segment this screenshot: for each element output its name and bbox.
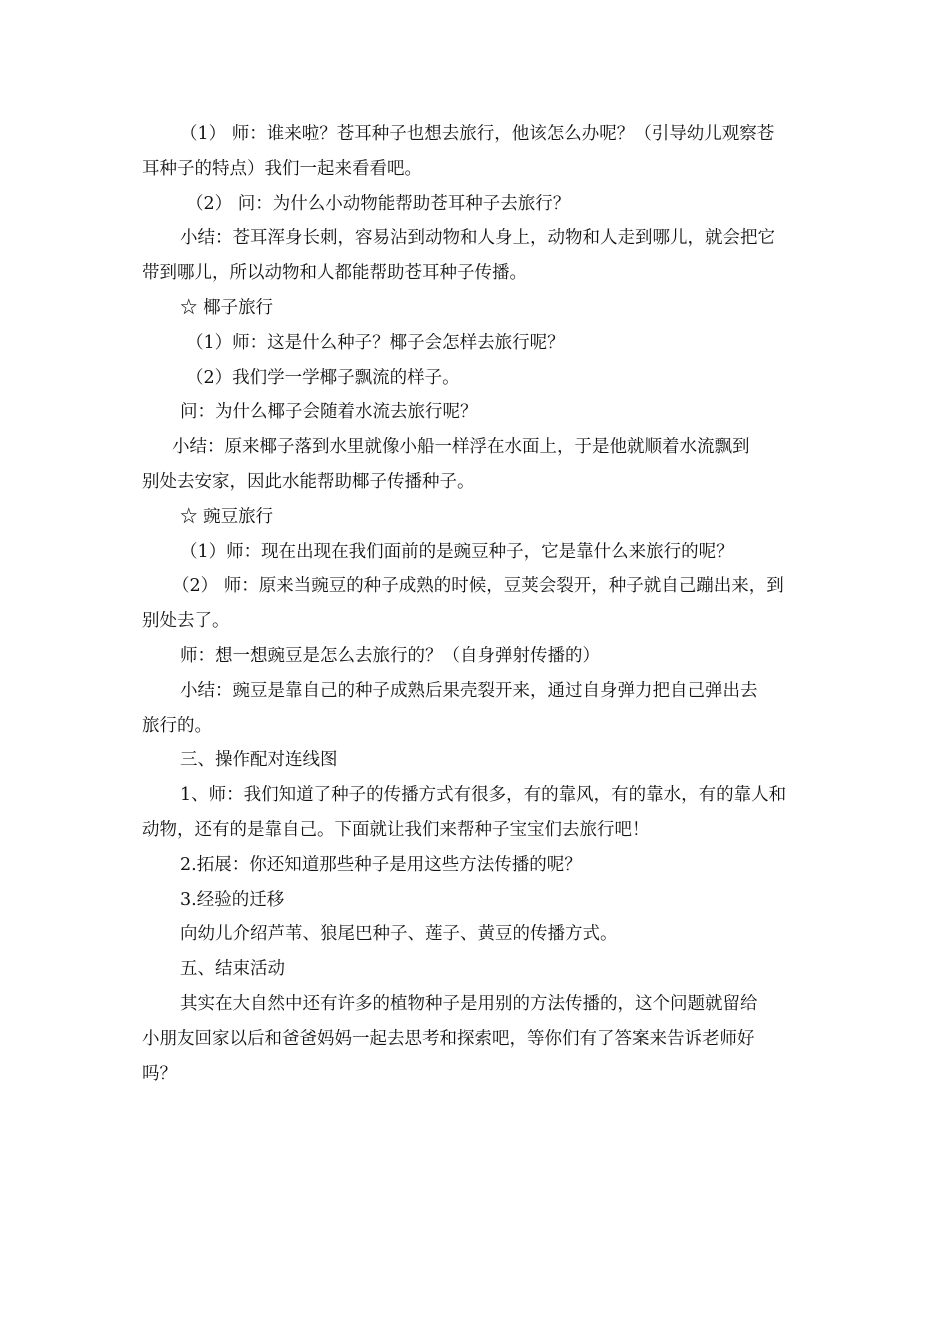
text-line: 三、操作配对连线图 — [180, 750, 338, 771]
paragraph-pea-explanation — [142, 569, 810, 639]
paragraph-extension — [142, 848, 810, 883]
text-line: 吗？ — [142, 1063, 177, 1084]
text-line: ☆ 豌豆旅行 — [180, 506, 274, 527]
text-line: 带到哪儿，所以动物和人都能帮助苍耳种子传播。 — [142, 263, 527, 284]
text-line: 向幼儿介绍芦苇、狼尾巴种子、莲子、黄豆的传播方式。 — [180, 924, 618, 945]
paragraph-coconut-imitate — [142, 361, 810, 396]
paragraph-pea-think — [142, 639, 810, 674]
text-line: 耳种子的特点）我们一起来看看吧。 — [142, 158, 422, 179]
paragraph-matching-teacher — [142, 778, 810, 848]
heading-matching-activity — [142, 743, 810, 778]
text-line: （2） 问：为什么小动物能帮助苍耳种子去旅行？ — [186, 193, 571, 214]
text-line: 师：想一想豌豆是怎么去旅行的？（自身弹射传播的） — [180, 645, 600, 666]
paragraph-coconut-teacher — [142, 326, 810, 361]
heading-coconut-travel — [142, 291, 810, 326]
paragraph-pea-summary — [142, 674, 810, 744]
text-line: 动物，还有的是靠自己。下面就让我们来帮种子宝宝们去旅行吧！ — [142, 819, 650, 840]
text-line: 其实在大自然中还有许多的植物种子是用别的方法传播的，这个问题就留给 — [180, 993, 758, 1014]
text-line: 3.经验的迁移 — [180, 889, 285, 910]
heading-end-activity — [142, 952, 810, 987]
paragraph-introduce-methods — [142, 917, 810, 952]
text-line: 小结：原来椰子落到水里就像小船一样浮在水面上，于是他就顺着水流飘到 — [172, 437, 750, 458]
heading-pea-travel — [142, 500, 810, 535]
text-line: 旅行的。 — [142, 715, 212, 736]
text-line: 小结：苍耳浑身长刺，容易沾到动物和人身上，动物和人走到哪儿，就会把它 — [180, 228, 775, 249]
text-line: 别处去安家，因此水能帮助椰子传播种子。 — [142, 471, 475, 492]
text-line: （1）师：这是什么种子？椰子会怎样去旅行呢？ — [186, 332, 565, 353]
text-line: 小朋友回家以后和爸爸妈妈一起去思考和探索吧，等你们有了答案来告诉老师好 — [142, 1028, 755, 1049]
text-line: （2） 师：原来当豌豆的种子成熟的时候，豆荚会裂开，种子就自己蹦出来，到 — [172, 576, 784, 597]
paragraph-experience-transfer — [142, 883, 810, 918]
paragraph-pea-teacher — [142, 535, 810, 570]
document-body — [142, 117, 810, 1091]
paragraph-coconut-question — [142, 395, 810, 430]
text-line: （1） 师：谁来啦？苍耳种子也想去旅行，他该怎么办呢？（引导幼儿观察苍 — [180, 124, 775, 144]
text-line: （1）师：现在出现在我们面前的是豌豆种子，它是靠什么来旅行的呢？ — [180, 541, 734, 562]
text-line: 五、结束活动 — [180, 959, 285, 980]
text-line: （2）我们学一学椰子飘流的样子。 — [186, 367, 460, 388]
text-line: ☆ 椰子旅行 — [180, 297, 274, 318]
paragraph-coconut-summary — [142, 430, 810, 500]
text-line: 2.拓展：你还知道那些种子是用这些方法传播的呢？ — [180, 854, 582, 875]
paragraph-closing — [142, 987, 810, 1091]
text-line: 小结：豌豆是靠自己的种子成熟后果壳裂开来，通过自身弹力把自己弹出去 — [180, 680, 758, 701]
paragraph-cocklebur-summary — [142, 221, 810, 291]
text-line: 别处去了。 — [142, 611, 230, 632]
text-line: 1、师：我们知道了种子的传播方式有很多，有的靠风，有的靠水，有的靠人和 — [180, 785, 787, 806]
paragraph-cocklebur-teacher — [142, 117, 810, 187]
paragraph-cocklebur-question — [142, 187, 810, 222]
text-line: 问：为什么椰子会随着水流去旅行呢？ — [180, 402, 478, 423]
